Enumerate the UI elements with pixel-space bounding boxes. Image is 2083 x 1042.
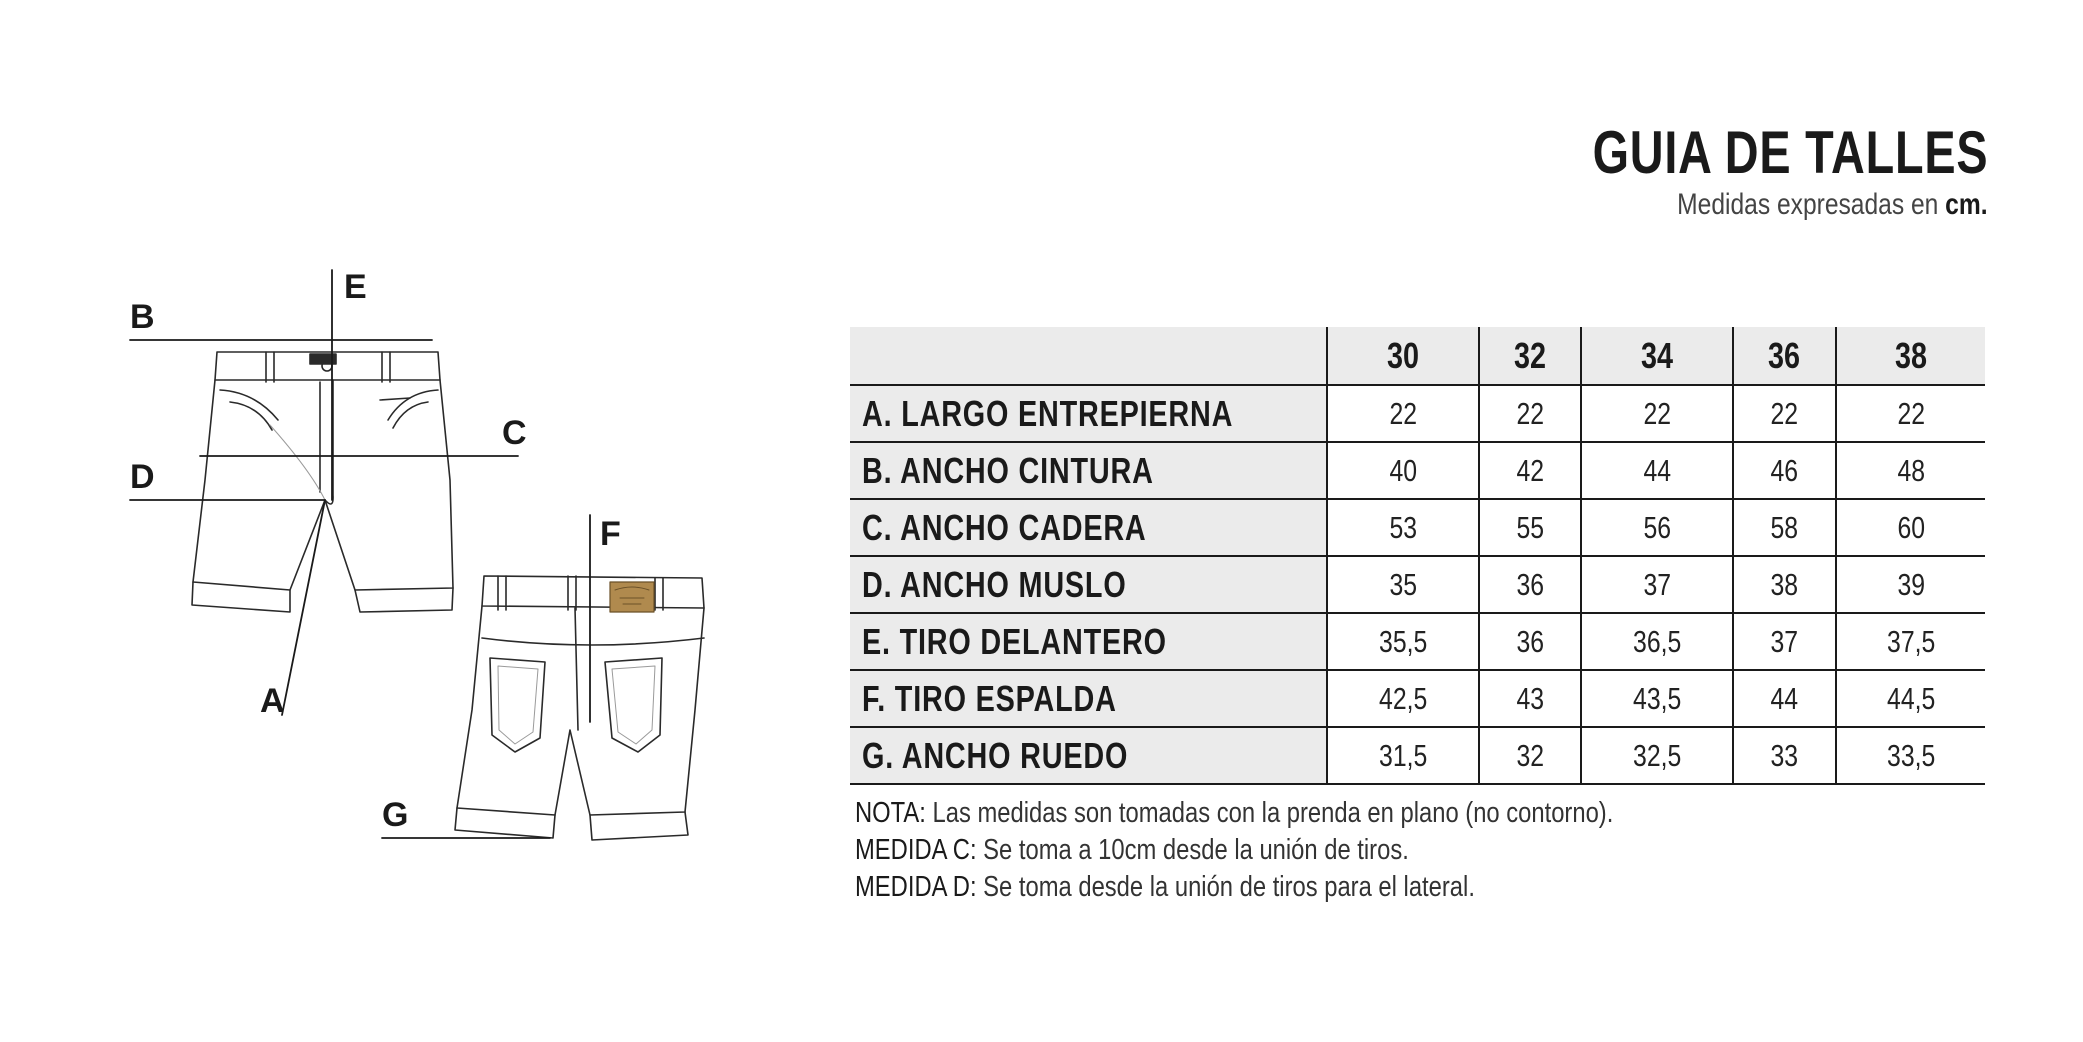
note-text: Se toma desde la unión de tiros para el lateral. <box>976 871 1475 903</box>
note-key: MEDIDA D: <box>855 871 977 903</box>
label-a: A <box>260 682 285 720</box>
cell-value: 33 <box>1770 737 1799 773</box>
row-label-text: D. ANCHO MUSLO <box>862 563 1127 605</box>
label-f: F <box>600 515 621 553</box>
row-label <box>850 385 1327 442</box>
note-line <box>855 795 1613 832</box>
cell-value: 36 <box>1516 623 1544 659</box>
table-cell <box>1733 727 1835 784</box>
table-row <box>850 385 1985 442</box>
cell-value: 35,5 <box>1378 623 1428 659</box>
table-cell <box>1836 613 1985 670</box>
shorts-illustration <box>120 260 760 860</box>
cell-value: 33,5 <box>1886 737 1935 773</box>
size-header-cell <box>1581 327 1733 385</box>
cell-value: 36 <box>1516 566 1544 602</box>
table-cell <box>1581 727 1733 784</box>
table-cell <box>1836 556 1985 613</box>
table-cell <box>1581 499 1733 556</box>
table-cell <box>1327 385 1479 442</box>
table-cell <box>1733 556 1835 613</box>
table-cell <box>1479 670 1581 727</box>
subtitle-unit: cm. <box>1945 188 1988 221</box>
table-cell <box>1733 385 1835 442</box>
cell-value: 48 <box>1896 452 1925 488</box>
table-cell <box>1581 385 1733 442</box>
row-label <box>850 556 1327 613</box>
size-label: 34 <box>1641 334 1674 376</box>
notes-block <box>855 795 1780 906</box>
table-row <box>850 499 1985 556</box>
label-g: G <box>382 796 409 834</box>
header-blank-cell <box>850 327 1327 385</box>
row-label <box>850 499 1327 556</box>
cell-value: 31,5 <box>1378 737 1428 773</box>
cell-value: 55 <box>1516 509 1544 545</box>
table-cell <box>1836 727 1985 784</box>
page-subtitle <box>1678 188 1988 222</box>
cell-value: 22 <box>1770 395 1799 431</box>
label-e: E <box>344 268 367 306</box>
cell-value: 37 <box>1643 566 1671 602</box>
note-line <box>855 869 1613 906</box>
row-label-text: C. ANCHO CADERA <box>862 506 1147 548</box>
table-cell <box>1479 499 1581 556</box>
table-cell <box>1581 670 1733 727</box>
table-cell <box>1327 670 1479 727</box>
row-label-text: E. TIRO DELANTERO <box>862 620 1167 662</box>
cell-value: 53 <box>1389 509 1417 545</box>
table-row <box>850 556 1985 613</box>
cell-value: 43,5 <box>1633 680 1682 716</box>
size-label: 36 <box>1768 334 1801 376</box>
table-cell <box>1836 670 1985 727</box>
table-cell <box>1581 556 1733 613</box>
table-cell <box>1327 613 1479 670</box>
row-label <box>850 613 1327 670</box>
table-cell <box>1836 385 1985 442</box>
cell-value: 22 <box>1643 395 1671 431</box>
cell-value: 46 <box>1770 452 1799 488</box>
table-cell <box>1733 670 1835 727</box>
cell-value: 56 <box>1643 509 1671 545</box>
table-cell <box>1327 556 1479 613</box>
cell-value: 44,5 <box>1886 680 1935 716</box>
page-title: GUIA DE TALLES <box>1592 119 1988 186</box>
note-text: Se toma a 10cm desde la unión de tiros. <box>976 834 1409 866</box>
table-cell <box>1733 442 1835 499</box>
size-header-cell <box>1327 327 1479 385</box>
cell-value: 37 <box>1770 623 1799 659</box>
cell-value: 60 <box>1896 509 1925 545</box>
cell-value: 32 <box>1516 737 1544 773</box>
table-cell <box>1581 442 1733 499</box>
size-label: 38 <box>1894 334 1927 376</box>
table-row <box>850 613 1985 670</box>
row-label-text: F. TIRO ESPALDA <box>862 677 1117 719</box>
table-cell <box>1327 727 1479 784</box>
table-row <box>850 670 1985 727</box>
size-label: 32 <box>1514 334 1547 376</box>
cell-value: 35 <box>1389 566 1417 602</box>
table-row <box>850 442 1985 499</box>
note-key: NOTA: <box>855 797 926 829</box>
label-d: D <box>130 458 155 496</box>
cell-value: 44 <box>1770 680 1799 716</box>
table-cell <box>1836 499 1985 556</box>
cell-value: 42 <box>1516 452 1544 488</box>
cell-value: 22 <box>1896 395 1925 431</box>
table-cell <box>1479 556 1581 613</box>
cell-value: 32,5 <box>1633 737 1682 773</box>
cell-value: 40 <box>1389 452 1417 488</box>
cell-value: 39 <box>1896 566 1925 602</box>
front-shorts-drawing <box>192 352 453 612</box>
cell-value: 43 <box>1516 680 1544 716</box>
table-cell <box>1479 442 1581 499</box>
label-b: B <box>130 298 155 336</box>
row-label <box>850 727 1327 784</box>
table-cell <box>1479 727 1581 784</box>
row-label <box>850 442 1327 499</box>
shorts-diagram <box>120 260 760 860</box>
row-label <box>850 670 1327 727</box>
subtitle-text: Medidas expresadas en <box>1677 188 1946 221</box>
size-header-cell <box>1733 327 1835 385</box>
note-line <box>855 832 1613 869</box>
cell-value: 36,5 <box>1633 623 1682 659</box>
row-label-text: G. ANCHO RUEDO <box>862 734 1129 776</box>
table-cell <box>1479 613 1581 670</box>
table-cell <box>1836 442 1985 499</box>
size-table <box>850 327 1985 785</box>
table-cell <box>1581 613 1733 670</box>
table-cell <box>1327 499 1479 556</box>
note-key: MEDIDA C: <box>855 834 977 866</box>
row-label-text: A. LARGO ENTREPIERNA <box>862 392 1234 434</box>
measure-line-a <box>282 500 325 715</box>
size-header-cell <box>1479 327 1581 385</box>
table-cell <box>1479 385 1581 442</box>
cell-value: 58 <box>1770 509 1799 545</box>
back-shorts-drawing <box>455 576 704 840</box>
size-label: 30 <box>1386 334 1419 376</box>
label-c: C <box>502 414 527 452</box>
cell-value: 38 <box>1770 566 1799 602</box>
table-row <box>850 727 1985 784</box>
note-text: Las medidas son tomadas con la prenda en plano (no contorno). <box>925 797 1614 829</box>
cell-value: 22 <box>1516 395 1544 431</box>
size-header-row <box>850 327 1985 385</box>
table-cell <box>1733 613 1835 670</box>
table-cell <box>1327 442 1479 499</box>
cell-value: 22 <box>1389 395 1417 431</box>
row-label-text: B. ANCHO CINTURA <box>862 449 1154 491</box>
cell-value: 37,5 <box>1886 623 1935 659</box>
cell-value: 44 <box>1643 452 1671 488</box>
table-cell <box>1733 499 1835 556</box>
cell-value: 42,5 <box>1378 680 1428 716</box>
size-header-cell <box>1836 327 1985 385</box>
